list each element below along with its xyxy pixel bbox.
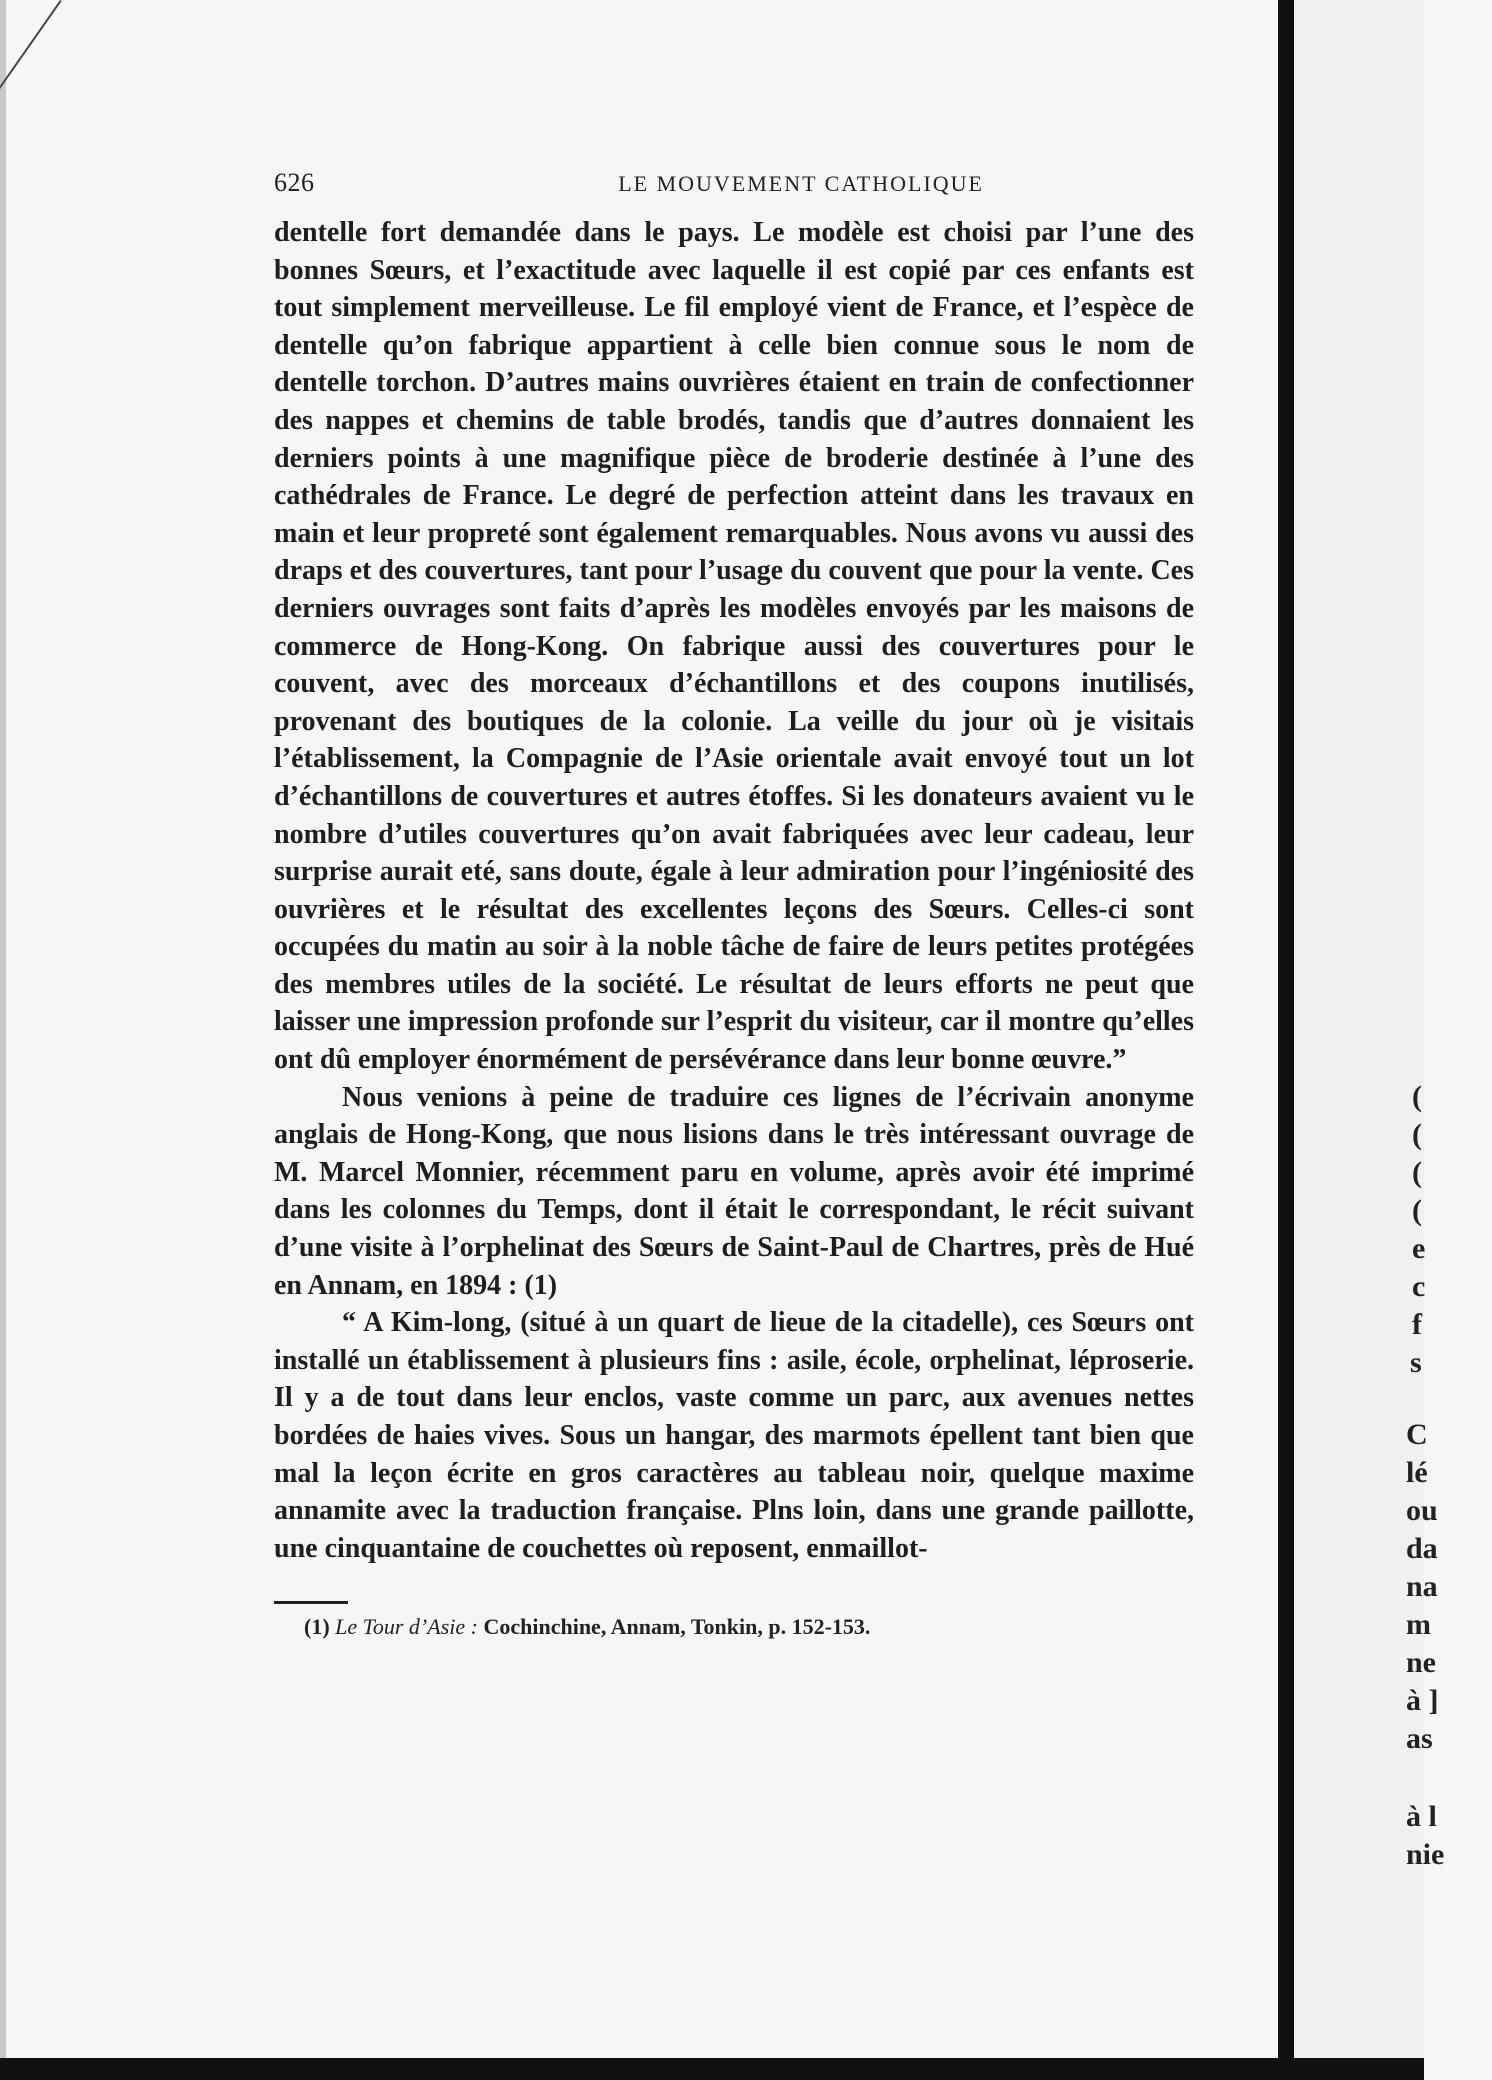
next-page-fragment: à l — [1406, 1800, 1437, 1833]
next-page-fragment: as — [1406, 1722, 1433, 1755]
next-page-fragment: m — [1406, 1608, 1431, 1641]
footnote-marker: (1) — [304, 1614, 330, 1640]
running-title: LE MOUVEMENT CATHOLIQUE — [618, 171, 984, 196]
next-page-fragment: ( — [1412, 1118, 1422, 1151]
scan-corner-mark — [0, 0, 62, 124]
body-text — [274, 214, 1194, 1567]
next-page-fragment: ( — [1412, 1194, 1422, 1227]
footnote-title: Le Tour d’Asie : — [335, 1614, 478, 1640]
footnote-text: Cochinchine, Annam, Tonkin, p. 152-153. — [483, 1614, 871, 1640]
next-page-fragment: da — [1406, 1532, 1438, 1565]
next-page-fragment: s — [1410, 1346, 1422, 1379]
next-page-fragment: ne — [1406, 1646, 1436, 1679]
paragraph-translation-note: Nous venions à peine de traduire ces lignes de l’écrivain anonyme anglais de Hong-Kong, que nous lisions dans le très intéressant ouvrage de M. Marcel Monnier, récemment paru en volume, après avoir été imprimé dans les colonnes du Temps, dont il était le correspondant, le récit suivant d’une visite à l’orphelinat des Sœurs de Saint-Paul de Chartres, près de Hué en Annam, en 1894 : (1) — [274, 1081, 1194, 1301]
next-page-fragment: ( — [1412, 1156, 1422, 1189]
footnote-rule — [274, 1601, 348, 1604]
next-page-fragment: f — [1412, 1308, 1422, 1341]
next-page-fragment: à ] — [1406, 1684, 1439, 1717]
book-page — [274, 168, 1194, 1640]
next-page-fragment: nie — [1406, 1838, 1445, 1871]
paragraph-continuation: dentelle fort demandée dans le pays. Le modèle est choisi par l’une des bonnes Sœurs, et l’exactitude avec laquelle il est copié par ces enfants est tout simplement merveilleuse. Le fil employé vient de France, et l’espèce de dentelle qu’on fabrique appartient à celle bien connue sous le nom de dentelle torchon. D’autres mains ouvrières étaient en train de confectionner des nappes et chemins de table brodés, tandis que d’autres donnaient les derniers points à une magnifique pièce de broderie destinée à l’une des cathédrales de France. Le degré de perfection atteint dans les travaux en main et leur propreté sont également remarquables. Nous avons vu aussi des draps et des couvertures, tant pour l’usage du couvent que pour la vente. Ces derniers ouvrages sont faits d’après les modèles envoyés par les maisons de commerce de Hong-Kong. On fabrique aussi des couvertures pour le couvent, avec des morceaux d’échantillons et des coupons inutilisés, provenant des boutiques de la colonie. La veille du jour où je visitais l’établissement, la Compagnie de l’Asie orientale avait envoyé tout un lot d’échantillons de couvertures et autres étoffes. Si les donateurs avaient vu le nombre d’utiles couvertures qu’on avait fabriquées avec leur cadeau, leur surprise aurait eté, sans doute, égale à leur admiration pour l’ingéniosité des ouvrières et le résultat des excellentes leçons des Sœurs. Celles-ci sont occupées du matin au soir à la noble tâche de faire de leurs petites protégées des membres utiles de la société. Le résultat de leurs efforts ne peut que laisser une impression profonde sur l’esprit du visiteur, car il montre qu’elles ont dû employer énormément de persévérance dans leur bonne œuvre.” — [274, 217, 1194, 1076]
page-number: 626 — [274, 168, 315, 197]
next-page-fragment: na — [1406, 1570, 1438, 1603]
next-page-fragment: C — [1406, 1418, 1428, 1451]
next-page-fragment: c — [1412, 1270, 1426, 1303]
next-page-fragment: e — [1412, 1232, 1426, 1265]
paragraph-kim-long-quote: “ A Kim-long, (situé à un quart de lieue de la citadelle), ces Sœurs ont installé un établissement à plusieurs fins : asile, école, orphelinat, léproserie. Il y a de tout dans leur enclos, vaste comme un parc, aux avenues nettes bordées de haies vives. Sous un hangar, des marmots épellent tant bien que mal la leçon écrite en gros caractères au tableau noir, quelque maxime annamite avec la traduction française. Plns loin, dans une grande paillotte, une cinquantaine de couchettes où reposent, enmaillot- — [274, 1307, 1194, 1564]
scan-left-edge — [0, 0, 6, 2080]
scan-bottom-edge — [0, 2058, 1424, 2080]
next-page-fragment: ou — [1406, 1494, 1438, 1527]
running-head — [274, 168, 1194, 214]
next-page-edge — [1294, 0, 1445, 2080]
footnote — [304, 1614, 1194, 1640]
book-spine-shadow — [1278, 0, 1294, 2080]
next-page-fragment: lé — [1406, 1456, 1428, 1489]
next-page-fragment: ( — [1412, 1080, 1422, 1113]
